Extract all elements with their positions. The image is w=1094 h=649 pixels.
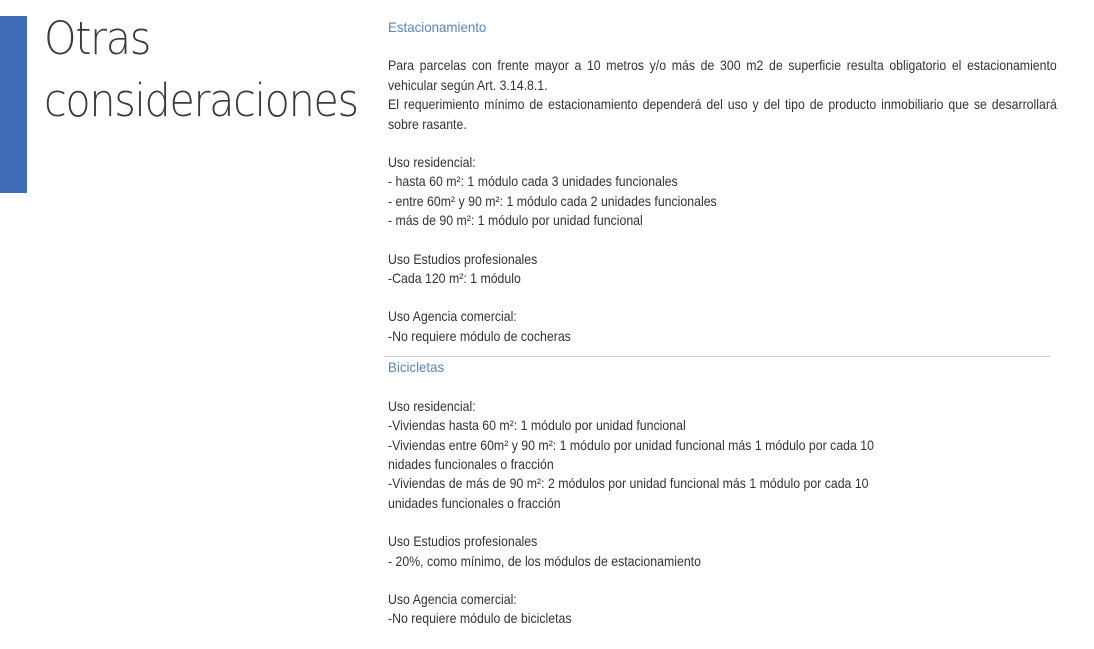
- text-line: Uso Agencia comercial:: [388, 590, 517, 607]
- section-heading-bicicletas: Bicicletas: [388, 359, 445, 376]
- section-divider: [384, 356, 1050, 357]
- accent-bar: [0, 16, 27, 193]
- page-title-line-2: consideraciones: [44, 74, 358, 127]
- text-line: -Viviendas de más de 90 m²: 2 módulos por unidad funcional más 1 módulo por cada 10: [388, 475, 869, 492]
- text-line: Uso Estudios profesionales: [388, 533, 538, 550]
- page-title: [44, 8, 358, 132]
- paragraph: El requerimiento mínimo de estacionamiento dependerá del uso y del tipo de producto inmobiliario que se desarrollará sobre rasante.: [388, 96, 1057, 132]
- content-column: [388, 18, 1057, 629]
- text-line: Uso residencial:: [388, 397, 476, 414]
- bicicletas-uso-residencial: [388, 397, 1054, 513]
- text-line: Uso Estudios profesionales: [388, 250, 538, 267]
- text-line: nidades funcionales o fracción: [388, 455, 554, 472]
- estacionamiento-uso-residencial: [388, 153, 1054, 231]
- text-line: -No requiere módulo de cocheras: [388, 327, 571, 344]
- text-line: - más de 90 m²: 1 módulo por unidad funcional: [388, 212, 643, 229]
- text-line: Uso Agencia comercial:: [388, 308, 517, 325]
- section-heading-estacionamiento: Estacionamiento: [388, 19, 487, 35]
- estacionamiento-intro: [388, 56, 1057, 134]
- text-line: Uso residencial:: [388, 154, 476, 171]
- text-line: - 20%, como mínimo, de los módulos de estacionamiento: [388, 552, 701, 569]
- estacionamiento-uso-agencia: [388, 307, 1054, 346]
- text-line: -Viviendas entre 60m² y 90 m²: 1 módulo por unidad funcional más 1 módulo por cada 10: [388, 436, 875, 453]
- bicicletas-uso-estudios: [388, 532, 1054, 571]
- text-line: -Cada 120 m²: 1 módulo: [388, 270, 521, 287]
- paragraph: Para parcelas con frente mayor a 10 metros y/o más de 300 m2 de superficie resulta obligatorio el estacionamiento vehicular según Art. 3.14.8.1.: [388, 57, 1057, 93]
- text-line: - hasta 60 m²: 1 módulo cada 3 unidades funcionales: [388, 173, 678, 190]
- text-line: unidades funcionales o fracción: [388, 494, 561, 511]
- bicicletas-uso-agencia: [388, 590, 1054, 629]
- estacionamiento-uso-estudios: [388, 250, 1054, 289]
- text-line: -Viviendas hasta 60 m²: 1 módulo por unidad funcional: [388, 417, 686, 434]
- page-title-line-1: Otras: [44, 12, 150, 65]
- section-estacionamiento: [388, 18, 1057, 346]
- text-line: - entre 60m² y 90 m²: 1 módulo cada 2 unidades funcionales: [388, 192, 717, 209]
- section-bicicletas: [388, 358, 1054, 628]
- text-line: -No requiere módulo de bicicletas: [388, 610, 572, 627]
